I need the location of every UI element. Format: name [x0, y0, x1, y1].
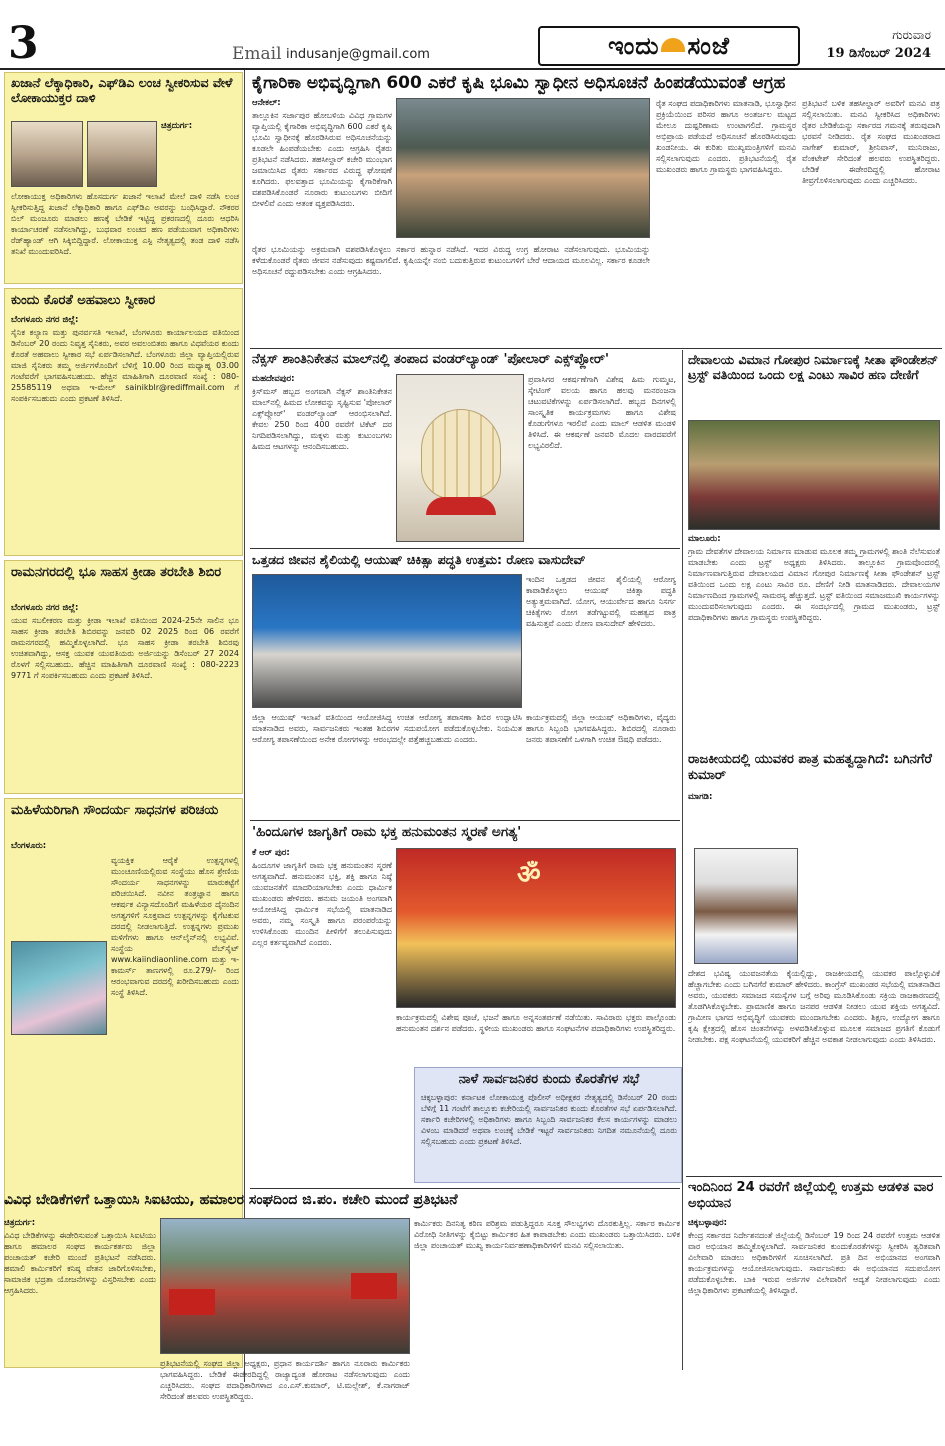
speaker-portrait [694, 848, 798, 964]
story-body: ಕೇಂದ್ರ ಸರ್ಕಾರದ ನಿರ್ದೇಶನದಂತೆ ಜಿಲ್ಲೆಯಲ್ಲಿ ಡಿಸೆಂಬರ್ 19 ರಿಂದ 24 ರವರೆಗೆ ಉತ್ತಮ ಆಡಳಿತ ವಾರ ಅಭಿಯಾನ ಹಮ್ಮಿಕೊಳ್ಳಲಾಗಿದೆ. ಸಾರ್ವಜನಿಕರ ಕುಂದುಕೊರತೆಗಳನ್ನು ಸ್ವೀಕರಿಸಿ ತ್ವರಿತವಾಗಿ ವಿಲೇವಾರಿ ಮಾಡಲು ಅಧಿಕಾರಿಗಳಿಗೆ ಸೂಚಿಸಲಾಗಿದೆ. ಪ್ರತಿ ದಿನ ಅಭಿಯಾನದ ಅಂಗವಾಗಿ ಕಾರ್ಯಕ್ರಮಗಳನ್ನು ಆಯೋಜಿಸಲಾಗುವುದು. ಸಾರ್ವಜನಿಕರು ಈ ಅಭಿಯಾನದ ಸದುಪಯೋಗ ಪಡೆದುಕೊಳ್ಳಬೇಕು. ಬಾಕಿ ಇರುವ ಅರ್ಜಿಗಳ ವಿಲೇವಾರಿಗೆ ಆದ್ಯತೆ ನೀಡಲಾಗುವುದು ಎಂದು ಜಿಲ್ಲಾಧಿಕಾರಿಗಳು ಪ್ರಕಟಣೆಯಲ್ಲಿ ತಿಳಿಸಿದ್ದಾರೆ. [688, 1231, 940, 1295]
divider [250, 348, 942, 349]
ice-dome-shape [421, 409, 501, 499]
story-grievance-meeting [4, 288, 243, 556]
dome-base-shape [426, 497, 496, 515]
email-address: indusanje@gmail.com [286, 47, 430, 62]
story-body: ದೇಶದ ಭವಿಷ್ಯ ಯುವಜನತೆಯ ಕೈಯಲ್ಲಿದ್ದು, ರಾಜಕೀಯದಲ್ಲಿ ಯುವಕರ ಪಾಲ್ಗೊಳ್ಳುವಿಕೆ ಹೆಚ್ಚಾಗಬೇಕು ಎಂದು ಬಗಿನಗೆರೆ ಕುಮಾರ್ ಹೇಳಿದರು. ಕಾಂಗ್ರೆಸ್ ಮುಖಂಡರ ಸಭೆಯಲ್ಲಿ ಮಾತನಾಡಿದ ಅವರು, ಯುವಕರು ಸಮಾಜದ ಸಮಸ್ಯೆಗಳ ಬಗ್ಗೆ ಅರಿವು ಮೂಡಿಸಿಕೊಂಡು ಸಕ್ರಿಯ ರಾಜಕಾರಣದಲ್ಲಿ ತೊಡಗಿಸಿಕೊಳ್ಳಬೇಕು. ಪ್ರಾಮಾಣಿಕ ಹಾಗೂ ಜನಪರ ಆಡಳಿತ ನೀಡಲು ಯುವ ಶಕ್ತಿಯ ಅಗತ್ಯವಿದೆ. ಗ್ರಾಮೀಣ ಭಾಗದ ಅಭಿವೃದ್ಧಿಗೆ ಯುವಕರು ಮುಂದಾಗಬೇಕು ಎಂದರು. ಶಿಕ್ಷಣ, ಉದ್ಯೋಗ ಹಾಗೂ ಕೃಷಿ ಕ್ಷೇತ್ರದಲ್ಲಿ ಹೊಸ ಚಿಂತನೆಗಳನ್ನು ಅಳವಡಿಸಿಕೊಳ್ಳುವ ಮೂಲಕ ಸಮಾಜದ ಪ್ರಗತಿಗೆ ಕೊಡುಗೆ ನೀಡಬೇಕು. ಪಕ್ಷ ಸಂಘಟನೆಯಲ್ಲಿ ಯುವಕರಿಗೆ ಹೆಚ್ಚಿನ ಅವಕಾಶ ನೀಡಲಾಗುವುದು ಎಂದು ತಿಳಿಸಿದರು. [688, 969, 940, 1044]
story-body-col2: ಕಾರ್ಮಿಕರು ದಿನನಿತ್ಯ ಕಠಿಣ ಪರಿಶ್ರಮ ಪಡುತ್ತಿದ್ದರೂ ಸೂಕ್ತ ಸೌಲಭ್ಯಗಳು ದೊರಕುತ್ತಿಲ್ಲ. ಸರ್ಕಾರ ಕಾರ್ಮಿಕ ವಿರೋಧಿ ನೀತಿಗಳನ್ನು ಕೈಬಿಟ್ಟು ಕಾರ್ಮಿಕರ ಹಿತ ಕಾಪಾಡಬೇಕು ಎಂದು ಮುಖಂಡರು ಒತ್ತಾಯಿಸಿದರು. ಬಳಿಕ ಜಿಲ್ಲಾ ಪಂಚಾಯತ್ ಮುಖ್ಯ ಕಾರ್ಯನಿರ್ವಹಣಾಧಿಕಾರಿಗಳಿಗೆ ಮನವಿ ಸಲ್ಲಿಸಲಾಯಿತು. [414, 1219, 680, 1250]
notice-title: ನಾಳೆ ಸಾರ್ವಜನಿಕರ ಕುಂದು ಕೊರತೆಗಳ ಸಭೆ [458, 1072, 640, 1087]
headline: ಕುಂದು ಕೊರತೆ ಅಹವಾಲು ಸ್ವೀಕಾರ [11, 293, 156, 308]
issue-date: 19 ಡಿಸೆಂಬರ್ 2024 [826, 46, 931, 61]
donation-ceremony-photo [688, 420, 940, 530]
dateline: ಮಹದೇವಪುರ: [252, 374, 295, 384]
story-body-col2: ಕಾರ್ಯಕ್ರಮದಲ್ಲಿ ವಿಶೇಷ ಪೂಜೆ, ಭಜನೆ ಹಾಗೂ ಅನ್ನಸಂತರ್ಪಣೆ ನಡೆಯಿತು. ಸಾವಿರಾರು ಭಕ್ತರು ಪಾಲ್ಗೊಂಡು ಹನುಮಂತನ ದರ್ಶನ ಪಡೆದರು. ಸ್ಥಳೀಯ ಮುಖಂಡರು ಹಾಗೂ ಸಂಘಟನೆಗಳ ಪದಾಧಿಕಾರಿಗಳು ಉಪಸ್ಥಿತರಿದ್ದರು. [396, 1013, 676, 1033]
story-body-col2: ಜಿಲ್ಲಾ ಆಯುಷ್ ಇಲಾಖೆ ವತಿಯಿಂದ ಆಯೋಜಿಸಿದ್ದ ಉಚಿತ ಆರೋಗ್ಯ ತಪಾಸಣಾ ಶಿಬಿರ ಉದ್ಘಾಟಿಸಿ ಮಾತನಾಡಿದ ಅವರು, ಸಾರ್ವಜನಿಕರು ಇಂತಹ ಶಿಬಿರಗಳ ಸದುಪಯೋಗ ಪಡೆದುಕೊಳ್ಳಬೇಕು. ನಿಯಮಿತ ಆರೋಗ್ಯ ತಪಾಸಣೆಯಿಂದ ಅನೇಕ ರೋಗಗಳನ್ನು ಆರಂಭದಲ್ಲೇ ಪತ್ತೆಹಚ್ಚಬಹುದು ಎಂದರು. [252, 713, 522, 744]
dateline: ಆನೇಕಲ್: [252, 98, 281, 108]
story-lokayukta-raid [4, 72, 243, 284]
story-body-col3: ಕಾರ್ಯಕ್ರಮದಲ್ಲಿ ಜಿಲ್ಲಾ ಆಯುಷ್ ಅಧಿಕಾರಿಗಳು, ವೈದ್ಯರು ಹಾಗೂ ಸಿಬ್ಬಂದಿ ಭಾಗವಹಿಸಿದ್ದರು. ಶಿಬಿರದಲ್ಲಿ ನೂರಾರು ಜನರು ತಪಾಸಣೆಗೆ ಒಳಗಾಗಿ ಉಚಿತ ಔಷಧಿ ಪಡೆದರು. [526, 713, 676, 744]
polar-dome-photo [396, 374, 524, 542]
dateline: ಮಾಲೂರು: [688, 534, 721, 544]
story-body-col3: ರೈತ ಸಂಘದ ಪದಾಧಿಕಾರಿಗಳು ಮಾತನಾಡಿ, ಭೂಸ್ವಾಧೀನ ಪ್ರಕ್ರಿಯೆಯಿಂದ ಪರಿಸರ ಹಾಗೂ ಅಂತರ್ಜಲ ಮಟ್ಟದ ಮೇಲೂ ದುಷ್ಪರಿಣಾಮ ಉಂಟಾಗಲಿದೆ. ಗ್ರಾಮಸ್ಥರ ಅಭಿಪ್ರಾಯ ಪಡೆಯದೆ ಅಧಿಸೂಚನೆ ಹೊರಡಿಸಿರುವುದು ಖಂಡನೀಯ. ಈ ಕುರಿತು ಮುಖ್ಯಮಂತ್ರಿಗಳಿಗೆ ಮನವಿ ಸಲ್ಲಿಸಲಾಗುವುದು ಎಂದರು. ಪ್ರತಿಭಟನೆಯಲ್ಲಿ ರೈತ ಮುಖಂಡರು ಹಾಗೂ ಗ್ರಾಮಸ್ಥರು ಭಾಗವಹಿಸಿದ್ದರು. [656, 99, 796, 174]
dateline: ಚಿಕ್ಕಬಳ್ಳಾಪುರ: [688, 1218, 728, 1228]
divider [250, 548, 680, 549]
om-symbol-icon: ॐ [517, 860, 541, 890]
headline: ದೇವಾಲಯ ವಿಮಾನ ಗೋಪುರ ನಿರ್ಮಾಣಕ್ಕೆ ಸೀತಾ ಫೌಂಡೇಶನ್ ಟ್ರಸ್ಟ್ ವತಿಯಿಂದ ಒಂದು ಲಕ್ಷ ಎಂಟು ಸಾವಿರ ಹಣ ದೇಣಿಗೆ [688, 352, 939, 382]
headline: ರಾಜಕೀಯದಲ್ಲಿ ಯುವಕರ ಪಾತ್ರ ಮಹತ್ವದ್ದಾಗಿದೆ: ಬಗಿನಗೆರೆ ಕುಮಾರ್ [688, 752, 932, 783]
headline: 'ಹಿಂದೂಗಳ ಜಾಗೃತಿಗೆ ರಾಮ ಭಕ್ತ ಹನುಮಂತನ ಸ್ಮರಣೆ ಅಗತ್ಯ' [252, 824, 522, 840]
headline: ಕೈಗಾರಿಕಾ ಅಭಿವೃದ್ಧಿಗಾಗಿ 600 ಎಕರೆ ಕೃಷಿ ಭೂಮಿ ಸ್ವಾಧೀನ ಅಧಿಸೂಚನೆ ಹಿಂಪಡೆಯುವಂತೆ ಆಗ್ರಹ [252, 73, 786, 93]
dateline: ಬೆಂಗಳೂರು ನಗರ ಜಿಲ್ಲೆ: [11, 603, 79, 613]
dateline: ಬೆಂಗಳೂರು ನಗರ ಜಿಲ್ಲೆ: [11, 315, 79, 325]
officer-photo-1 [11, 121, 83, 187]
story-body: ಸೈನಿಕ ಕಲ್ಯಾಣ ಮತ್ತು ಪುನರ್ವಸತಿ ಇಲಾಖೆ, ಬೆಂಗಳೂರು ಕಾರ್ಯಾಲಯದ ವತಿಯಿಂದ ಡಿಸೆಂಬರ್ 20 ರಂದು ನಿವೃತ್ತ ಸೈನಿಕರು, ಅವರ ಅವಲಂಬಿತರು ಹಾಗೂ ವಿಧವೆಯರ ಕುಂದು ಕೊರತೆ ಅಹವಾಲು ಸ್ವೀಕಾರ ಸಭೆ ಏರ್ಪಡಿಸಲಾಗಿದೆ. ಬೆಂಗಳೂರು ಜಿಲ್ಲಾ ವ್ಯಾಪ್ತಿಯಲ್ಲಿರುವ ಮಾಜಿ ಸೈನಿಕರು ತಮ್ಮ ಅರ್ಜಿಗಳೊಂದಿಗೆ ಬೆಳಿಗ್ಗೆ 10.00 ರಿಂದ ಮಧ್ಯಾಹ್ನ 03.00 ಗಂಟೆವರೆಗೆ ಭಾಗವಹಿಸಬಹುದು. ಹೆಚ್ಚಿನ ಮಾಹಿತಿಗಾಗಿ ದೂರವಾಣಿ ಸಂಖ್ಯೆ : 080-25585119 ಅಥವಾ ಇ-ಮೇಲ್ sainikblr@rediffmail.com ಗೆ ಸಂಪರ್ಕಿಸಬಹುದು ಎಂದು ಪ್ರಕಟಣೆ ತಿಳಿಸಿದೆ. [11, 328, 239, 403]
story-body: ಗ್ರಾಮ ದೇವತೆಗಳ ದೇವಾಲಯ ನಿರ್ಮಾಣ ಮಾಡುವ ಮೂಲಕ ತಮ್ಮ ಗ್ರಾಮಗಳಲ್ಲಿ ಶಾಂತಿ ನೆಲೆಸುವಂತೆ ಮಾಡಬೇಕು ಎಂದು ಟ್ರಸ್ಟ್ ಅಧ್ಯಕ್ಷರು ತಿಳಿಸಿದರು. ತಾಲ್ಲೂಕಿನ ಗ್ರಾಮವೊಂದರಲ್ಲಿ ನಿರ್ಮಾಣವಾಗುತ್ತಿರುವ ದೇವಾಲಯದ ವಿಮಾನ ಗೋಪುರ ನಿರ್ಮಾಣಕ್ಕೆ ಸೀತಾ ಫೌಂಡೇಶನ್ ಟ್ರಸ್ಟ್ ವತಿಯಿಂದ ಒಂದು ಲಕ್ಷ ಎಂಟು ಸಾವಿರ ರೂ. ದೇಣಿಗೆ ನೀಡಿ ಮಾತನಾಡಿದರು. ದೇವಾಲಯಗಳ ನಿರ್ಮಾಣದಿಂದ ಗ್ರಾಮಗಳಲ್ಲಿ ಸಾಮರಸ್ಯ ಹೆಚ್ಚುತ್ತದೆ. ಟ್ರಸ್ಟ್ ವತಿಯಿಂದ ಸಮಾಜಮುಖಿ ಕಾರ್ಯಗಳನ್ನು ಮುಂದುವರಿಸಲಾಗುವುದು ಎಂದರು. ಈ ಸಂದರ್ಭದಲ್ಲಿ ಗ್ರಾಮದ ಮುಖಂಡರು, ಟ್ರಸ್ಟ್ ಪದಾಧಿಕಾರಿಗಳು ಹಾಗೂ ಗ್ರಾಮಸ್ಥರು ಉಪಸ್ಥಿತರಿದ್ದರು. [688, 547, 940, 622]
ayush-event-photo [252, 574, 522, 708]
headline: ಮಹಿಳೆಯರಿಗಾಗಿ ಸೌಂದರ್ಯ ಸಾಧನಗಳ ಪರಿಚಯ [11, 803, 219, 818]
headline: ಖಜಾನೆ ಲೆಕ್ಕಾಧಿಕಾರಿ, ಎಫ್‌ಡಿಎ ಲಂಚ ಸ್ವೀಕರಿಸುವ ವೇಳೆ ಲೋಕಾಯುಕ್ತರ ದಾಳಿ [11, 75, 233, 105]
divider [250, 1188, 680, 1189]
headline: ರಾಮನಗರದಲ್ಲಿ ಭೂ ಸಾಹಸ ಕ್ರೀಡಾ ತರಬೇತಿ ಶಿಬಿರ [11, 565, 222, 580]
story-body-col3: ಪ್ರತಿಭಟನೆಯಲ್ಲಿ ಸಂಘದ ಜಿಲ್ಲಾ ಅಧ್ಯಕ್ಷರು, ಪ್ರಧಾನ ಕಾರ್ಯದರ್ಶಿ ಹಾಗೂ ನೂರಾರು ಕಾರ್ಮಿಕರು ಭಾಗವಹಿಸಿದ್ದರು. ಬೇಡಿಕೆ ಈಡೇರದಿದ್ದಲ್ಲಿ ರಾಜ್ಯಾದ್ಯಂತ ಹೋರಾಟ ನಡೆಸಲಾಗುವುದು ಎಂದು ಎಚ್ಚರಿಸಿದರು. ಸಂಘದ ಪದಾಧಿಕಾರಿಗಳಾದ ಎಂ.ಎಸ್.ಕುಮಾರ್, ಟಿ.ಮಲ್ಲೇಶ್, ಕೆ.ನಾಗರಾಜ್ ಸೇರಿದಂತೆ ಹಲವರು ಉಪಸ್ಥಿತರಿದ್ದರು. [160, 1359, 410, 1401]
beauty-product-photo [11, 941, 107, 1035]
page-number: 3 [8, 18, 39, 69]
story-body-col4: ಪ್ರತಿಭಟನೆ ಬಳಿಕ ತಹಸೀಲ್ದಾರ್ ಅವರಿಗೆ ಮನವಿ ಪತ್ರ ಸಲ್ಲಿಸಲಾಯಿತು. ಮನವಿ ಸ್ವೀಕರಿಸಿದ ಅಧಿಕಾರಿಗಳು ರೈತರ ಬೇಡಿಕೆಯನ್ನು ಸರ್ಕಾರದ ಗಮನಕ್ಕೆ ತರುವುದಾಗಿ ಭರವಸೆ ನೀಡಿದರು. ರೈತ ಸಂಘದ ಮುಖಂಡರಾದ ನಾಗೇಶ್ ಕುಮಾರ್, ಶ್ರೀನಿವಾಸ್, ಮುನಿರಾಜು, ವೆಂಕಟೇಶ್ ಸೇರಿದಂತೆ ಹಲವರು ಉಪಸ್ಥಿತರಿದ್ದರು. ಬೇಡಿಕೆ ಈಡೇರದಿದ್ದಲ್ಲಿ ಹೋರಾಟ ತೀವ್ರಗೊಳಿಸಲಾಗುವುದು ಎಂದು ಎಚ್ಚರಿಸಿದರು. [802, 99, 940, 185]
protest-rally-photo [160, 1218, 410, 1354]
story-body-col1: ಇಂದಿನ ಒತ್ತಡದ ಜೀವನ ಶೈಲಿಯಲ್ಲಿ ಆರೋಗ್ಯ ಕಾಪಾಡಿಕೊಳ್ಳಲು ಆಯುಷ್ ಚಿಕಿತ್ಸಾ ಪದ್ಧತಿ ಅತ್ಯುತ್ತಮವಾಗಿದೆ. ಯೋಗ, ಆಯುರ್ವೇದ ಹಾಗೂ ನಿಸರ್ಗ ಚಿಕಿತ್ಸೆಗಳು ರೋಗ ತಡೆಗಟ್ಟುವಲ್ಲಿ ಮಹತ್ವದ ಪಾತ್ರ ವಹಿಸುತ್ತವೆ ಎಂದು ರೋಣ ವಾಸುದೇವ್ ಹೇಳಿದರು. [526, 575, 676, 628]
dateline: ಚಿತ್ರದುರ್ಗ: [4, 1218, 36, 1228]
hanuman-jayanti-photo [396, 848, 676, 1008]
red-flag-icon [169, 1289, 215, 1315]
story-body: ವ್ಯಯಕ್ತಿಕ ಆರೈಕೆ ಉತ್ಪನ್ನಗಳಲ್ಲಿ ಮುಂಚೂಣಿಯಲ್ಲಿರುವ ಸಂಸ್ಥೆಯು ಹೊಸ ಶ್ರೇಣಿಯ ಸೌಂದರ್ಯ ಸಾಧನಗಳನ್ನು ಮಾರುಕಟ್ಟೆಗೆ ಪರಿಚಯಿಸಿದೆ. ನವೀನ ತಂತ್ರಜ್ಞಾನ ಹಾಗೂ ಆಕರ್ಷಕ ವಿನ್ಯಾಸದೊಂದಿಗೆ ಮಹಿಳೆಯರ ದೈನಂದಿನ ಅಗತ್ಯಗಳಿಗೆ ಸೂಕ್ತವಾದ ಉತ್ಪನ್ನಗಳನ್ನು ಕೈಗೆಟಕುವ ದರದಲ್ಲಿ ನೀಡಲಾಗುತ್ತಿದೆ. ಉತ್ಪನ್ನಗಳು ಪ್ರಮುಖ ಮಳಿಗೆಗಳು ಹಾಗೂ ಆನ್‌ಲೈನ್‌ನಲ್ಲಿ ಲಭ್ಯವಿವೆ. ಸಂಸ್ಥೆಯ ವೆಬ್‌ಸೈಟ್ www.kaiindiaonline.com ಮತ್ತು ಇ-ಕಾಮರ್ಸ್ ತಾಣಗಳಲ್ಲಿ ರೂ.279/- ರಿಂದ ಆರಂಭವಾಗುವ ದರದಲ್ಲಿ ಖರೀದಿಸಬಹುದು ಎಂದು ಸಂಸ್ಥೆ ತಿಳಿಸಿದೆ. [111, 856, 239, 997]
story-body-col2: ಪ್ರವಾಸಿಗರ ಆಕರ್ಷಣೆಗಾಗಿ ವಿಶೇಷ ಹಿಮ ಗುಮ್ಮಟ, ಸ್ಕೇಟಿಂಗ್ ವಲಯ ಹಾಗೂ ಹಲವು ಮನರಂಜನಾ ಚಟುವಟಿಕೆಗಳನ್ನು ಏರ್ಪಡಿಸಲಾಗಿದೆ. ಹಬ್ಬದ ದಿನಗಳಲ್ಲಿ ಸಾಂಸ್ಕೃತಿಕ ಕಾರ್ಯಕ್ರಮಗಳು ಹಾಗೂ ವಿಶೇಷ ಕೊಡುಗೆಗಳೂ ಇರಲಿವೆ ಎಂದು ಮಾಲ್ ಆಡಳಿತ ಮಂಡಳಿ ತಿಳಿಸಿದೆ. ಈ ಆಕರ್ಷಣೆ ಜನವರಿ ಮೊದಲ ವಾರದವರೆಗೆ ಲಭ್ಯವಿರಲಿದೆ. [528, 375, 676, 450]
logo-text-right: ಸಂಜೆ [687, 32, 730, 60]
newspaper-logo [538, 26, 800, 66]
divider [686, 1176, 942, 1177]
dateline: ಚಿತ್ರದುರ್ಗ: [161, 121, 193, 131]
notice-body: ಚಿಕ್ಕಬಳ್ಳಾಪುರ: ಕರ್ನಾಟಕ ಲೋಕಾಯುಕ್ತ ಪೊಲೀಸ್ ಅಧೀಕ್ಷಕರ ನೇತೃತ್ವದಲ್ಲಿ ಡಿಸೆಂಬರ್ 20 ರಂದು ಬೆಳಿಗ್ಗೆ 11 ಗಂಟೆಗೆ ತಾಲ್ಲೂಕು ಕಚೇರಿಯಲ್ಲಿ ಸಾರ್ವಜನಿಕರ ಕುಂದು ಕೊರತೆಗಳ ಸಭೆ ಏರ್ಪಡಿಸಲಾಗಿದೆ. ಸರ್ಕಾರಿ ಕಚೇರಿಗಳಲ್ಲಿ ಅಧಿಕಾರಿಗಳು ಹಾಗೂ ಸಿಬ್ಬಂದಿ ಸಾರ್ವಜನಿಕರ ಕೆಲಸ ಕಾರ್ಯಗಳನ್ನು ಮಾಡಲು ವಿಳಂಬ ಮಾಡಿದರೆ ಅಥವಾ ಲಂಚಕ್ಕೆ ಬೇಡಿಕೆ ಇಟ್ಟರೆ ಸಾರ್ವಜನಿಕರು ನಿಗದಿತ ನಮೂನೆಯಲ್ಲಿ ದೂರು ಸಲ್ಲಿಸಬಹುದು ಎಂದು ಪ್ರಕಟಣೆ ತಿಳಿಸಿದೆ. [421, 1093, 677, 1146]
story-adventure-camp [4, 560, 243, 794]
story-body: ಯುವ ಸಬಲೀಕರಣ ಮತ್ತು ಕ್ರೀಡಾ ಇಲಾಖೆ ವತಿಯಿಂದ 2024-25ನೇ ಸಾಲಿನ ಭೂ ಸಾಹಸ ಕ್ರೀಡಾ ತರಬೇತಿ ಶಿಬಿರವನ್ನು ಜನವರಿ 02 2025 ರಿಂದ 06 ರವರೆಗೆ ರಾಮನಗರದಲ್ಲಿ ಹಮ್ಮಿಕೊಳ್ಳಲಾಗಿದೆ. ಭೂ ಸಾಹಸ ಕ್ರೀಡಾ ತರಬೇತಿ ಶಿಬಿರವು ಉಚಿತವಾಗಿದ್ದು, ಆಸಕ್ತ ಯುವಕ ಯುವತಿಯರು ಅರ್ಜಿಯನ್ನು ಡಿಸೆಂಬರ್ 27 2024 ರೊಳಗೆ ಸಲ್ಲಿಸಬಹುದು. ಹೆಚ್ಚಿನ ಮಾಹಿತಿಗಾಗಿ ದೂರವಾಣಿ ಸಂಖ್ಯೆ : 080-2223 9771 ಗೆ ಸಂಪರ್ಕಿಸಬಹುದು ಎಂದು ಪ್ರಕಟಣೆ ತಿಳಿಸಿದೆ. [11, 616, 239, 680]
story-body-col2: ರೈತರ ಭೂಮಿಯನ್ನು ಅಕ್ರಮವಾಗಿ ವಶಪಡಿಸಿಕೊಳ್ಳಲು ಸರ್ಕಾರ ಹುನ್ನಾರ ನಡೆಸಿದೆ. ಇದರ ವಿರುದ್ಧ ಉಗ್ರ ಹೋರಾಟ ನಡೆಸಲಾಗುವುದು. ಭೂಮಿಯನ್ನು ಕಳೆದುಕೊಂಡರೆ ರೈತರು ಜೀವನ ನಡೆಸುವುದು ಕಷ್ಟವಾಗಲಿದೆ. ಕೃಷಿಯನ್ನೇ ನಂಬಿ ಬದುಕುತ್ತಿರುವ ಕುಟುಂಬಗಳಿಗೆ ಬೇರೆ ಆದಾಯದ ಮೂಲವಿಲ್ಲ. ಸರ್ಕಾರ ಕೂಡಲೇ ಅಧಿಸೂಚನೆ ರದ್ದುಪಡಿಸಬೇಕು ಎಂದು ಆಗ್ರಹಿಸಿದರು. [252, 245, 650, 276]
column-divider [682, 350, 683, 1370]
dateline: ಮಾಗಡಿ: [688, 792, 713, 802]
email-label: Email [232, 44, 282, 64]
headline: ವಿವಿಧ ಬೇಡಿಕೆಗಳಿಗೆ ಒತ್ತಾಯಿಸಿ ಸಿಐಟಿಯು, ಹಮಾಲರ ಸಂಘದಿಂದ ಜಿ.ಪಂ. ಕಚೇರಿ ಮುಂದೆ ಪ್ರತಿಭಟನೆ [4, 1192, 458, 1208]
headline: ಒತ್ತಡದ ಜೀವನ ಶೈಲಿಯಲ್ಲಿ ಆಯುಷ್ ಚಿಕಿತ್ಸಾ ಪದ್ಧತಿ ಉತ್ತಮ: ರೋಣ ವಾಸುದೇವ್ [252, 552, 586, 567]
divider [250, 820, 680, 821]
masthead [0, 0, 945, 70]
story-body: ಲೋಕಾಯುಕ್ತ ಅಧಿಕಾರಿಗಳು ಹೊಸದುರ್ಗ ಖಜಾನೆ ಇಲಾಖೆ ಮೇಲೆ ದಾಳಿ ನಡೆಸಿ ಲಂಚ ಸ್ವೀಕರಿಸುತ್ತಿದ್ದ ಖಜಾನೆ ಲೆಕ್ಕಾಧಿಕಾರಿ ಹಾಗೂ ಎಫ್‌ಡಿಎ ಅವರನ್ನು ಬಂಧಿಸಿದ್ದಾರೆ. ನೌಕರರ ಬಿಲ್ ಮಂಜೂರು ಮಾಡಲು ಹಣಕ್ಕೆ ಬೇಡಿಕೆ ಇಟ್ಟಿದ್ದ ಪ್ರಕರಣದಲ್ಲಿ ದೂರು ಆಧರಿಸಿ ಕಾರ್ಯಾಚರಣೆ ನಡೆಸಲಾಗಿದ್ದು, ಬುಧವಾರ ಲಂಚದ ಹಣ ಪಡೆಯುವಾಗ ಅಧಿಕಾರಿಗಳು ರೆಡ್‌ಹ್ಯಾಂಡ್ ಆಗಿ ಸಿಕ್ಕಿಬಿದ್ದಿದ್ದಾರೆ. ಲೋಕಾಯುಕ್ತ ಎಸ್ಪಿ ನೇತೃತ್ವದಲ್ಲಿ ತಂಡ ದಾಳಿ ನಡೆಸಿ ತನಿಖೆ ಮುಂದುವರಿಸಿದೆ. [11, 192, 239, 256]
notice-public-grievance [414, 1067, 682, 1183]
headline: ಇಂದಿನಿಂದ 24 ರವರೆಗೆ ಜಿಲ್ಲೆಯಲ್ಲಿ ಉತ್ತಮ ಆಡಳಿತ ವಾರ ಅಭಿಯಾನ [688, 1180, 934, 1211]
dateline: ಕೆ ಆರ್ ಪುರ: [252, 848, 290, 858]
farmers-protest-photo [396, 98, 650, 238]
officer-photo-2 [87, 121, 157, 187]
red-flag-icon [351, 1273, 397, 1299]
story-body-col1: ವಿವಿಧ ಬೇಡಿಕೆಗಳನ್ನು ಈಡೇರಿಸುವಂತೆ ಒತ್ತಾಯಿಸಿ ಸಿಐಟಿಯು ಹಾಗೂ ಹಮಾಲರ ಸಂಘದ ಕಾರ್ಯಕರ್ತರು ಜಿಲ್ಲಾ ಪಂಚಾಯತ್ ಕಚೇರಿ ಮುಂದೆ ಪ್ರತಿಭಟನೆ ನಡೆಸಿದರು. ಹಮಾಲಿ ಕಾರ್ಮಿಕರಿಗೆ ಕನಿಷ್ಠ ವೇತನ ಜಾರಿಗೊಳಿಸಬೇಕು, ಸಾಮಾಜಿಕ ಭದ್ರತಾ ಯೋಜನೆಗಳನ್ನು ವಿಸ್ತರಿಸಬೇಕು ಎಂದು ಆಗ್ರಹಿಸಿದರು. [4, 1231, 156, 1295]
story-body-col1: ತಾಲ್ಲೂಕಿನ ಸರ್ಜಾಪುರ ಹೋಬಳಿಯ ವಿವಿಧ ಗ್ರಾಮಗಳ ವ್ಯಾಪ್ತಿಯಲ್ಲಿ ಕೈಗಾರಿಕಾ ಅಭಿವೃದ್ಧಿಗಾಗಿ 600 ಎಕರೆ ಕೃಷಿ ಭೂಮಿ ಸ್ವಾಧೀನಕ್ಕೆ ಹೊರಡಿಸಿರುವ ಅಧಿಸೂಚನೆಯನ್ನು ಕೂಡಲೇ ಹಿಂಪಡೆಯಬೇಕು ಎಂದು ಆಗ್ರಹಿಸಿ ರೈತರು ಪ್ರತಿಭಟನೆ ನಡೆಸಿದರು. ತಹಸೀಲ್ದಾರ್ ಕಚೇರಿ ಮುಂಭಾಗ ಜಮಾಯಿಸಿದ ರೈತರು ಸರ್ಕಾರದ ವಿರುದ್ಧ ಘೋಷಣೆ ಕೂಗಿದರು. ಫಲವತ್ತಾದ ಭೂಮಿಯನ್ನು ಕೈಗಾರಿಕೆಗಾಗಿ ವಶಪಡಿಸಿಕೊಂಡರೆ ನೂರಾರು ಕುಟುಂಬಗಳು ಬೀದಿಗೆ ಬೀಳಲಿವೆ ಎಂದು ಆತಂಕ ವ್ಯಕ್ತಪಡಿಸಿದರು. [252, 111, 392, 208]
story-body-col1: ಹಿಂದೂಗಳ ಜಾಗೃತಿಗೆ ರಾಮ ಭಕ್ತ ಹನುಮಂತನ ಸ್ಮರಣೆ ಅಗತ್ಯವಾಗಿದೆ. ಹನುಮಂತನ ಭಕ್ತಿ, ಶಕ್ತಿ ಹಾಗೂ ನಿಷ್ಠೆ ಯುವಜನತೆಗೆ ಮಾದರಿಯಾಗಬೇಕು ಎಂದು ಧಾರ್ಮಿಕ ಮುಖಂಡರು ಹೇಳಿದರು. ಹನುಮ ಜಯಂತಿ ಅಂಗವಾಗಿ ಆಯೋಜಿಸಿದ್ದ ಧಾರ್ಮಿಕ ಸಭೆಯಲ್ಲಿ ಮಾತನಾಡಿದ ಅವರು, ನಮ್ಮ ಸಂಸ್ಕೃತಿ ಹಾಗೂ ಪರಂಪರೆಯನ್ನು ಉಳಿಸಿಕೊಂಡು ಮುಂದಿನ ಪೀಳಿಗೆಗೆ ತಲುಪಿಸುವುದು ಎಲ್ಲರ ಕರ್ತವ್ಯವಾಗಿದೆ ಎಂದರು. [252, 861, 392, 947]
day-name: ಗುರುವಾರ [892, 28, 931, 42]
sun-icon [661, 38, 685, 52]
logo-text-left: ಇಂದು [608, 32, 660, 60]
left-column [0, 70, 245, 1382]
headline: ನೆಕ್ಸಸ್ ಶಾಂತಿನಿಕೇತನ ಮಾಲ್‌ನಲ್ಲಿ ತಂಪಾದ ವಂಡರ್‌ಲ್ಯಾಂಡ್ 'ಪೋಲಾರ್ ಎಕ್ಸ್‌ಪ್ಲೋರ್' [252, 352, 609, 367]
story-body-col1: ಕ್ರಿಸ್‌ಮಸ್ ಹಬ್ಬದ ಅಂಗವಾಗಿ ನೆಕ್ಸಸ್ ಶಾಂತಿನಿಕೇತನ ಮಾಲ್‌ನಲ್ಲಿ ಹಿಮದ ಲೋಕವನ್ನು ಸೃಷ್ಟಿಸುವ 'ಪೋಲಾರ್ ಎಕ್ಸ್‌ಪ್ಲೋರ್' ವಂಡರ್‌ಲ್ಯಾಂಡ್ ಆರಂಭಿಸಲಾಗಿದೆ. ಕೇವಲ 250 ರಿಂದ 400 ರವರೆಗೆ ಟಿಕೆಟ್ ದರ ನಿಗದಿಪಡಿಸಲಾಗಿದ್ದು, ಮಕ್ಕಳು ಮತ್ತು ಕುಟುಂಬಗಳು ಹಿಮದ ಆಟಗಳನ್ನು ಆನಂದಿಸಬಹುದು. [252, 387, 392, 451]
dateline: ಬೆಂಗಳೂರು: [11, 841, 47, 851]
